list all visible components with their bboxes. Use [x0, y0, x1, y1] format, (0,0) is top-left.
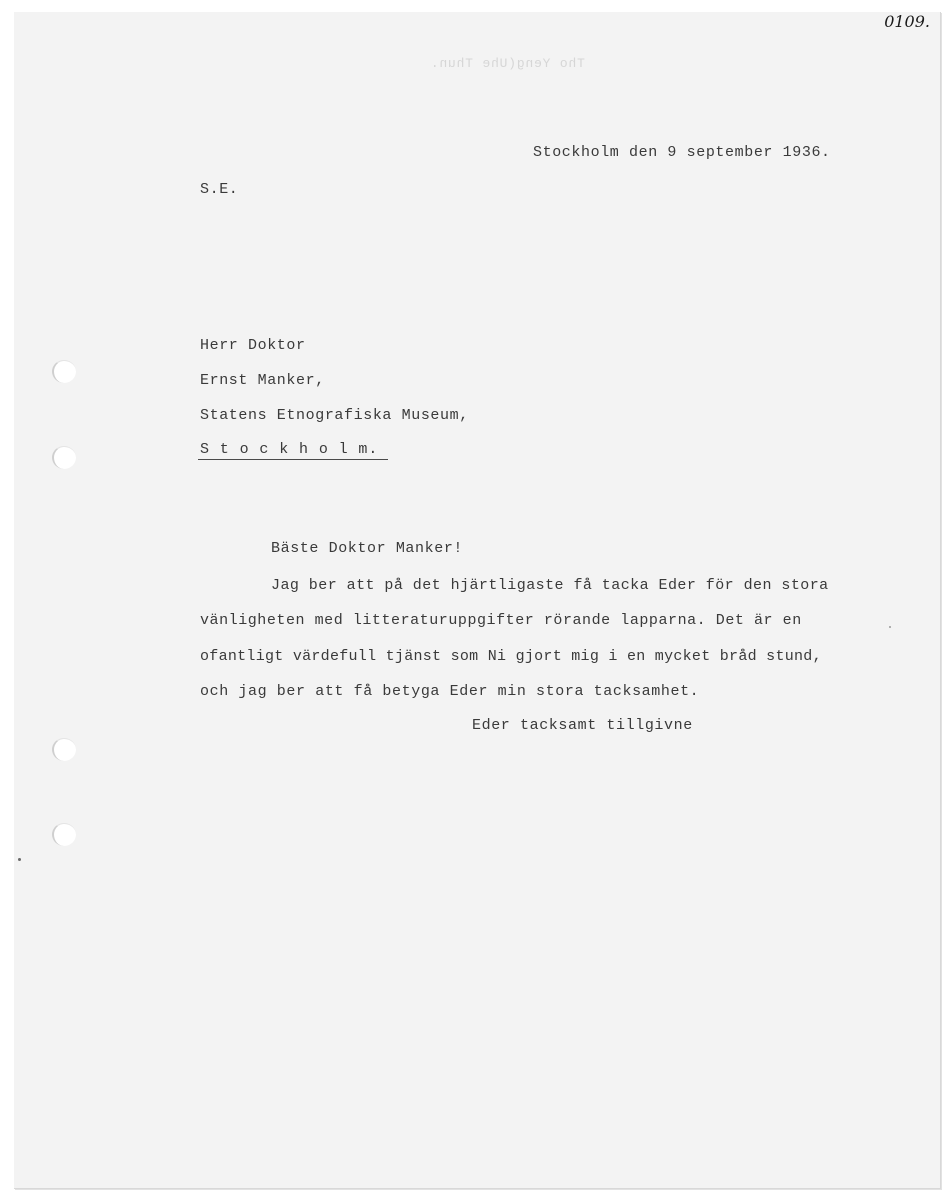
folio-number: 0109. — [884, 12, 930, 31]
paper-speck — [18, 858, 21, 861]
closing: Eder tacksamt tillgivne — [472, 717, 693, 734]
salutation: Bäste Doktor Manker! — [271, 540, 464, 557]
punch-hole — [52, 738, 76, 761]
sender-initials: S.E. — [200, 181, 239, 198]
recipient-city: S t o c k h o l m. — [200, 441, 379, 458]
body-line-1: Jag ber att på det hjärtligaste få tacka Eder för den stora — [271, 577, 829, 594]
body-line-2: vänligheten med litteraturuppgifter rörande lapparna. Det är en — [200, 612, 802, 629]
punch-hole — [52, 823, 76, 846]
recipient-line-2: Ernst Manker, — [200, 372, 325, 389]
bleed-through-text: Tho Yeng(Uhe Thun. — [430, 56, 585, 71]
recipient-line-1: Herr Doktor — [200, 337, 306, 354]
punch-hole — [52, 446, 76, 469]
paper-speck — [889, 626, 891, 628]
body-line-4: och jag ber att få betyga Eder min stora tacksamhet. — [200, 683, 700, 700]
city-underline — [198, 459, 388, 460]
dateline: Stockholm den 9 september 1936. — [533, 144, 831, 161]
punch-hole — [52, 360, 76, 383]
letter-sheet — [14, 12, 941, 1189]
recipient-line-3: Statens Etnografiska Museum, — [200, 407, 469, 424]
body-line-3: ofantligt värdefull tjänst som Ni gjort mig i en mycket bråd stund, — [200, 648, 822, 665]
